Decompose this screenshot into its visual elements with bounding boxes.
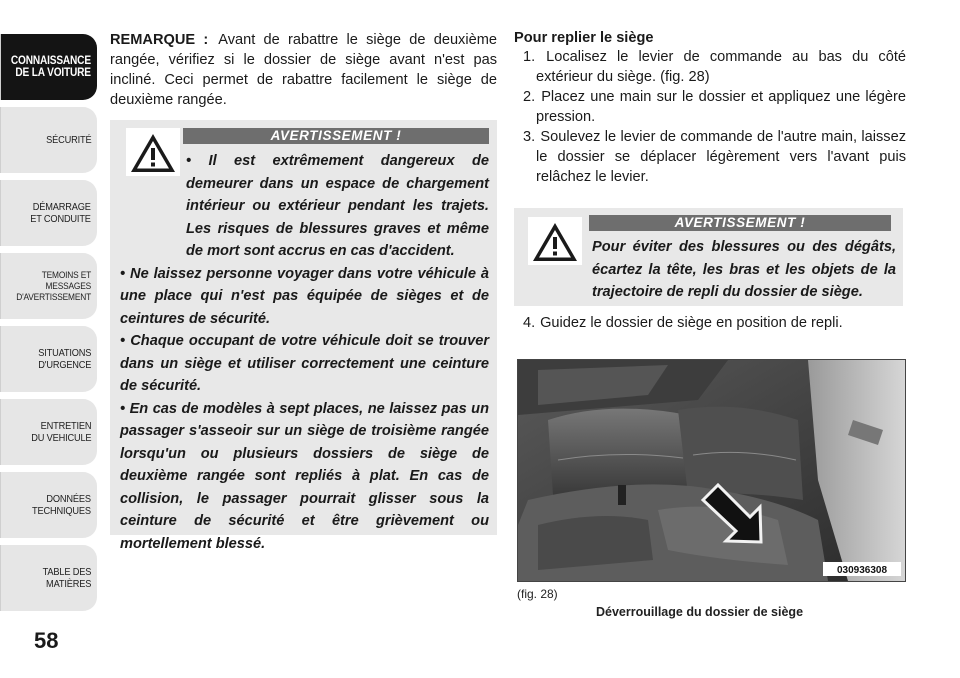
warning-text: Pour éviter des blessures ou des dégâts, écartez la tête, les bras et les objets de la trajectoire de repli du dossier de siège. xyxy=(592,239,896,300)
tab-label: SITUATIONS D'URGENCE xyxy=(37,347,91,371)
seat-photo xyxy=(517,359,906,582)
step-4 xyxy=(514,313,906,333)
figure-reference: (fig. 28) xyxy=(517,587,558,601)
warning-item: • Il est extrêmement dangereux de demeurer dans un espace de chargement intérieur ou extérieur pendant les trajets. Les risques de blessures graves et même de mort sont accrus en cas d'accident. xyxy=(186,153,489,259)
step-number: 4. xyxy=(523,315,536,331)
warning-title: AVERTISSEMENT ! xyxy=(589,215,891,231)
warning-box-left xyxy=(110,120,497,552)
tab-situations-d-urgence[interactable] xyxy=(0,326,97,392)
seat-release-illustration xyxy=(518,360,905,581)
tab-label: SÉCURITÉ xyxy=(45,134,91,146)
steps-list xyxy=(514,313,906,333)
tab-demarrage-et-conduite[interactable] xyxy=(0,180,97,246)
step-text: Guidez le dossier de siège en position de repli. xyxy=(540,315,843,331)
tab-label: CONNAISSANCE DE LA VOITURE xyxy=(11,55,91,79)
tab-table-des-matieres[interactable] xyxy=(0,545,97,611)
remark-label: REMARQUE : xyxy=(110,32,209,48)
warning-box-right xyxy=(514,208,903,306)
remark-text: Avant de rabattre le siège de deuxième rangée, vérifiez si le dossier de siège avant n'est pas incliné. Ceci permet de rabattre facilement le siège de deuxième rangée. xyxy=(110,32,497,108)
right-column xyxy=(514,30,906,187)
steps-list xyxy=(514,47,906,187)
warning-title: AVERTISSEMENT ! xyxy=(183,128,489,144)
warning-body-left xyxy=(120,150,489,555)
remark-paragraph xyxy=(110,30,497,110)
tab-label: TABLE DES MATIÈRES xyxy=(42,566,91,590)
photo-code: 030936308 xyxy=(836,565,888,576)
left-column xyxy=(110,30,497,110)
warning-body-right xyxy=(524,236,896,304)
warning-item: • Chaque occupant de votre véhicule doit se trouver dans un siège et utiliser correctement une ceinture de sécurité. xyxy=(120,333,489,394)
step-number: 1. xyxy=(523,49,536,65)
step-text: Soulevez le levier de commande de l'autre main, laissez le dossier se déplacer légèrement vers l'avant puis relâchez le levier. xyxy=(536,129,906,185)
tab-label: DÉMARRAGE ET CONDUITE xyxy=(30,201,91,225)
step-number: 3. xyxy=(523,129,536,145)
chapter-sidebar xyxy=(0,0,100,678)
warning-item: • En cas de modèles à sept places, ne laissez pas un passager s'asseoir sur un siège de troisième rangée lorsqu'un ou plusieurs dossiers de siège de deuxième rangée sont repliés à plat. En cas de collision, le passager pourrait glisser sous la ceinture de sécurité et être grièvement ou mortellement blessé. xyxy=(120,400,489,552)
tab-securite[interactable] xyxy=(0,107,97,173)
list-item xyxy=(514,127,906,187)
figure-caption: Déverrouillage du dossier de siège xyxy=(596,605,804,619)
step-text: Localisez le levier de commande au bas du côté extérieur du siège. (fig. 28) xyxy=(536,49,906,85)
page-number: 58 xyxy=(34,628,59,653)
section-heading: Pour replier le siège xyxy=(514,30,654,46)
tab-label: DONNÉES TECHNIQUES xyxy=(32,493,91,517)
warning-item: • Ne laissez personne voyager dans votre véhicule à une place qui n'est pas équipée de sièges et de ceintures de sécurité. xyxy=(120,265,489,327)
tab-entretien-du-vehicule[interactable] xyxy=(0,399,97,465)
step-text: Placez une main sur le dossier et appliquez une légère pression. xyxy=(536,89,906,125)
list-item xyxy=(514,47,906,87)
tab-temoins-et-messages[interactable] xyxy=(0,253,97,319)
tab-donnees-techniques[interactable] xyxy=(0,472,97,538)
tab-connaissance-de-la-voiture[interactable] xyxy=(0,34,97,100)
step-number: 2. xyxy=(523,89,536,105)
tab-label: TEMOINS ET MESSAGES D'AVERTISSEMENT xyxy=(16,269,91,303)
list-item xyxy=(514,87,906,127)
tab-label: ENTRETIEN DU VEHICULE xyxy=(30,420,91,444)
list-item xyxy=(514,313,906,333)
